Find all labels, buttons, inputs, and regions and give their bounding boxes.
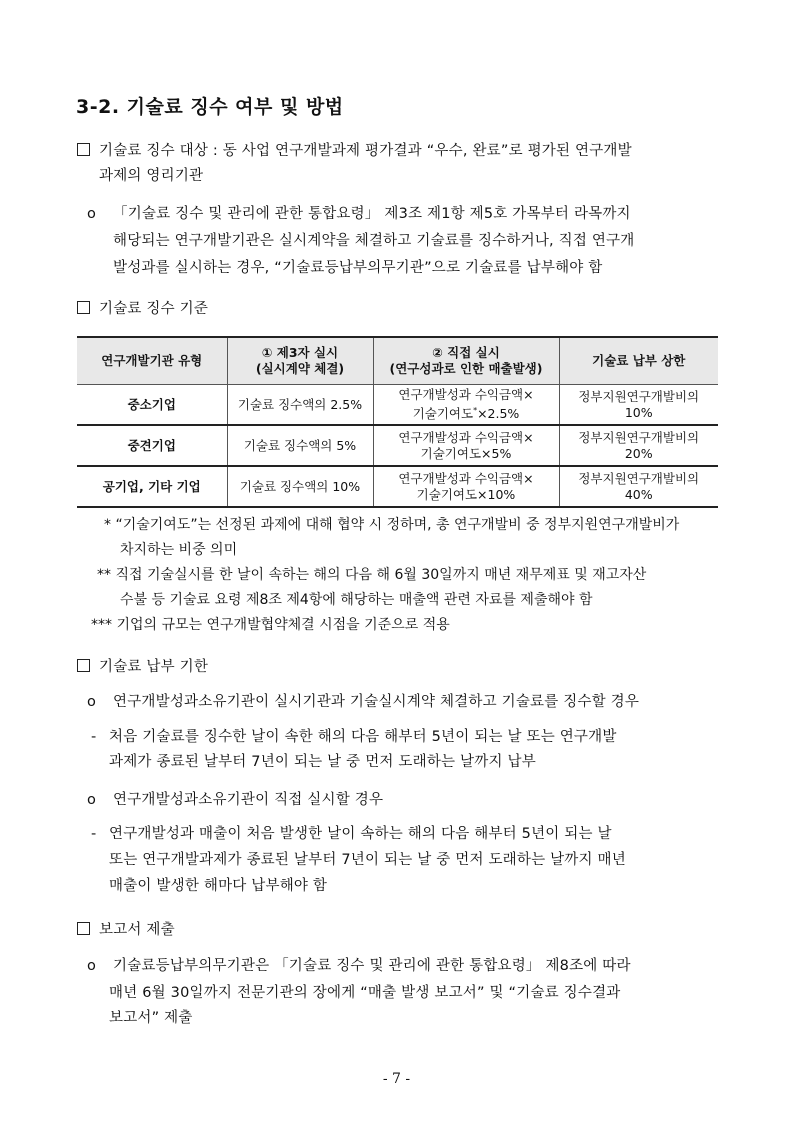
section-title: 3-2. 기술료 징수 여부 및 방법 [76, 96, 344, 118]
cell-cap: 정부지원연구개발비의 10% [559, 385, 718, 426]
cell-direct: 연구개발성과 수익금액× 기술기여도×10% [373, 466, 559, 507]
standard-heading: 기술료 징수 기준 [77, 299, 208, 319]
page-number: - 7 - [382, 1071, 411, 1087]
table-row [77, 466, 718, 507]
circle-bullet-icon: o [87, 206, 97, 222]
header-institution-type: 연구개발기관 유형 [77, 337, 227, 385]
cell-third-party: 기술료 징수액의 5% [227, 425, 373, 466]
report-bullet: o 기술료등납부의무기관은 「기술료 징수 및 관리에 관한 통합요령」 제8조에 따라 [87, 958, 631, 974]
target-heading-cont: 과제의 영리기관 [99, 168, 204, 184]
header-third-party: ① 제3자 실시 (실시계약 체결) [227, 337, 373, 385]
deadline-dash-2-cont-2: 매출이 발생한 해마다 납부해야 함 [109, 878, 328, 894]
report-bullet-cont-1: 매년 6월 30일까지 전문기관의 장에게 “매출 발생 보고서” 및 “기술료 징수결과 [109, 985, 621, 1001]
checkbox-square-icon [77, 301, 90, 314]
fee-standard-table [77, 336, 718, 508]
cell-cap: 정부지원연구개발비의 40% [559, 466, 718, 507]
checkbox-square-icon [77, 659, 90, 672]
note-3: *** 기업의 규모는 연구개발협약체결 시점을 기준으로 적용 [91, 617, 450, 633]
circle-bullet-icon: o [87, 792, 97, 808]
cell-cap: 정부지원연구개발비의 20% [559, 425, 718, 466]
table-header-row [77, 337, 718, 385]
cell-type: 중견기업 [77, 425, 227, 466]
dash-bullet-icon: - [91, 826, 97, 842]
cell-third-party: 기술료 징수액의 10% [227, 466, 373, 507]
header-cap: 기술료 납부 상한 [559, 337, 718, 385]
cell-third-party: 기술료 징수액의 2.5% [227, 385, 373, 426]
deadline-bullet-2: o 연구개발성과소유기관이 직접 실시할 경우 [87, 792, 384, 808]
checkbox-square-icon [77, 922, 90, 935]
deadline-dash-1-cont: 과제가 종료된 날부터 7년이 되는 날 중 먼저 도래하는 날까지 납부 [109, 754, 536, 770]
deadline-bullet-1: o 연구개발성과소유기관이 실시기관과 기술실시계약 체결하고 기술료를 징수할 경우 [87, 694, 640, 710]
note-1-cont: 차지하는 비중 의미 [120, 542, 238, 558]
report-bullet-cont-2: 보고서” 제출 [109, 1010, 193, 1026]
target-heading: 기술료 징수 대상 : 동 사업 연구개발과제 평가결과 “우수, 완료”로 평가된 연구개발 [77, 141, 632, 161]
target-bullet-cont-2: 발성과를 실시하는 경우, “기술료등납부의무기관”으로 기술료를 납부해야 함 [113, 260, 603, 276]
cell-type: 중소기업 [77, 385, 227, 426]
target-bullet: o 「기술료 징수 및 관리에 관한 통합요령」 제3조 제1항 제5호 가목부터 라목까지 [87, 206, 631, 222]
header-direct: ② 직접 실시 (연구성과로 인한 매출발생) [373, 337, 559, 385]
deadline-dash-2-cont-1: 또는 연구개발과제가 종료된 날부터 7년이 되는 날 중 먼저 도래하는 날까지 매년 [109, 852, 626, 868]
report-heading: 보고서 제출 [77, 920, 175, 940]
deadline-heading: 기술료 납부 기한 [77, 657, 208, 677]
note-2: ** 직접 기술실시를 한 날이 속하는 해의 다음 해 6월 30일까지 매년 재무제표 및 재고자산 [97, 567, 647, 583]
cell-direct: 연구개발성과 수익금액× 기술기여도×5% [373, 425, 559, 466]
note-1: * “기술기여도”는 선정된 과제에 대해 협약 시 정하며, 총 연구개발비 중 정부지원연구개발비가 [104, 517, 680, 533]
checkbox-square-icon [77, 143, 90, 156]
target-bullet-cont-1: 해당되는 연구개발기관은 실시계약을 체결하고 기술료를 징수하거나, 직접 연구개 [113, 233, 635, 249]
cell-type: 공기업, 기타 기업 [77, 466, 227, 507]
circle-bullet-icon: o [87, 694, 97, 710]
footnote-mark: * [473, 405, 478, 415]
table-row [77, 425, 718, 466]
dash-bullet-icon: - [91, 729, 97, 745]
deadline-dash-2: - 연구개발성과 매출이 처음 발생한 날이 속하는 해의 다음 해부터 5년이 되는 날 [91, 826, 612, 842]
deadline-dash-1: - 처음 기술료를 징수한 날이 속한 해의 다음 해부터 5년이 되는 날 또는 연구개발 [91, 729, 617, 745]
note-2-cont: 수불 등 기술료 요령 제8조 제4항에 해당하는 매출액 관련 자료를 제출해야 함 [120, 592, 593, 608]
cell-direct: 연구개발성과 수익금액× 기술기여도*×2.5% [373, 385, 559, 426]
table-row [77, 385, 718, 426]
circle-bullet-icon: o [87, 958, 97, 974]
